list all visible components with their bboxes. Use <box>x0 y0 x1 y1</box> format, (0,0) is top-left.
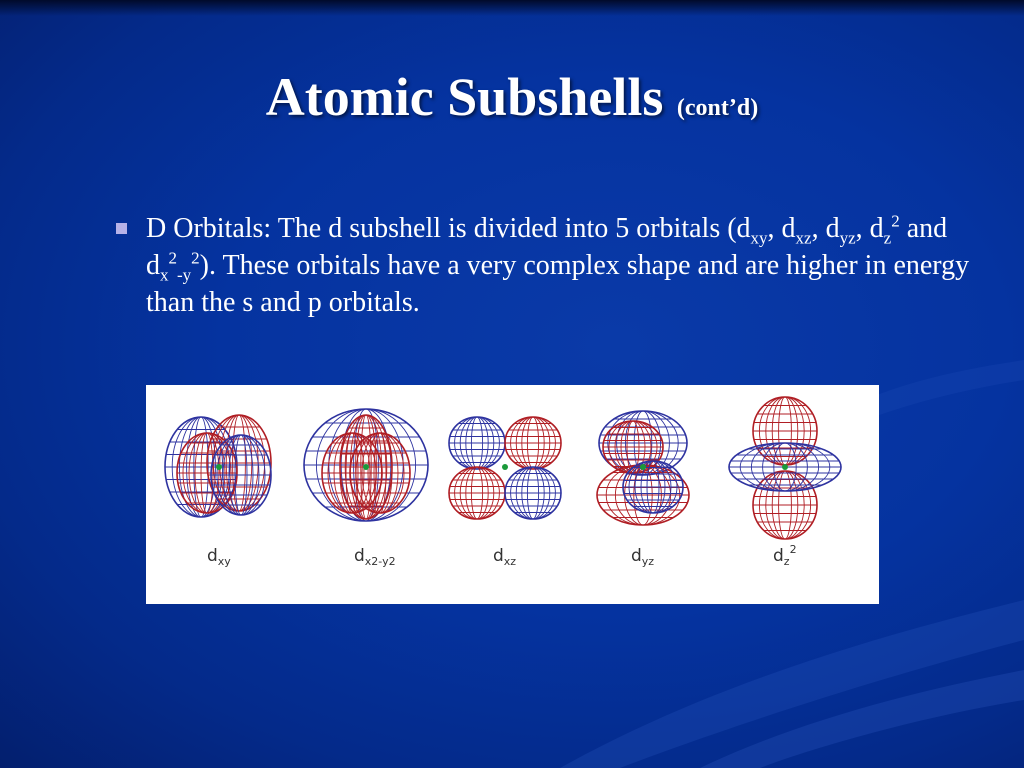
orbital-label: $d_{xz}$ <box>493 546 517 568</box>
orbital-label: $d_{yz}$ <box>631 546 655 568</box>
orbital-shapes <box>165 397 841 539</box>
bullet-sep-4: and d <box>146 213 948 281</box>
bullet-lead: D Orbitals: The d subshell is divided into 5 orbitals (d <box>146 213 751 244</box>
orbital-shape-1 <box>165 415 271 517</box>
subscript-xy: xy <box>750 228 768 248</box>
orbital-shape-2 <box>304 409 428 521</box>
title-suffix: (cont’d) <box>676 95 759 121</box>
bullet-square-icon <box>116 223 127 234</box>
d-orbitals-figure <box>146 385 879 604</box>
bullet-item <box>112 210 972 321</box>
nucleus-dot <box>640 464 646 470</box>
nucleus-dot <box>363 464 369 470</box>
subscript-y: -y <box>177 265 192 285</box>
superscript-y2: 2 <box>191 248 200 268</box>
superscript-x2: 2 <box>168 248 177 268</box>
nucleus-dot <box>216 464 222 470</box>
subscript-z: z <box>883 228 892 248</box>
bullet-sep-2: , d <box>811 213 840 244</box>
slide-title <box>0 62 1024 143</box>
orbital-label: $d_{xy}$ <box>207 546 231 568</box>
orbital-label: $d_z^2$ <box>773 543 797 568</box>
bullet-sep-1: , d <box>767 213 796 244</box>
superscript-z2: 2 <box>891 211 900 231</box>
subscript-yz: yz <box>839 228 856 248</box>
title-main: Atomic Subshells <box>265 67 664 127</box>
subscript-x: x <box>160 265 169 285</box>
subscript-xz: xz <box>795 228 812 248</box>
nucleus-dot <box>782 464 788 470</box>
bullet-tail: ). These orbitals have a very complex shape and are higher in energy than the s and p orbitals. <box>146 250 970 318</box>
orbital-shape-4 <box>597 411 689 525</box>
nucleus-dot <box>502 464 508 470</box>
bullet-sep-3: , d <box>855 213 884 244</box>
orbital-label: $d_{x2-y2}$ <box>354 546 396 568</box>
orbital-shape-3 <box>449 417 561 519</box>
orbital-labels <box>207 543 797 568</box>
orbital-shape-5 <box>729 397 841 539</box>
bullet-text <box>146 210 972 321</box>
